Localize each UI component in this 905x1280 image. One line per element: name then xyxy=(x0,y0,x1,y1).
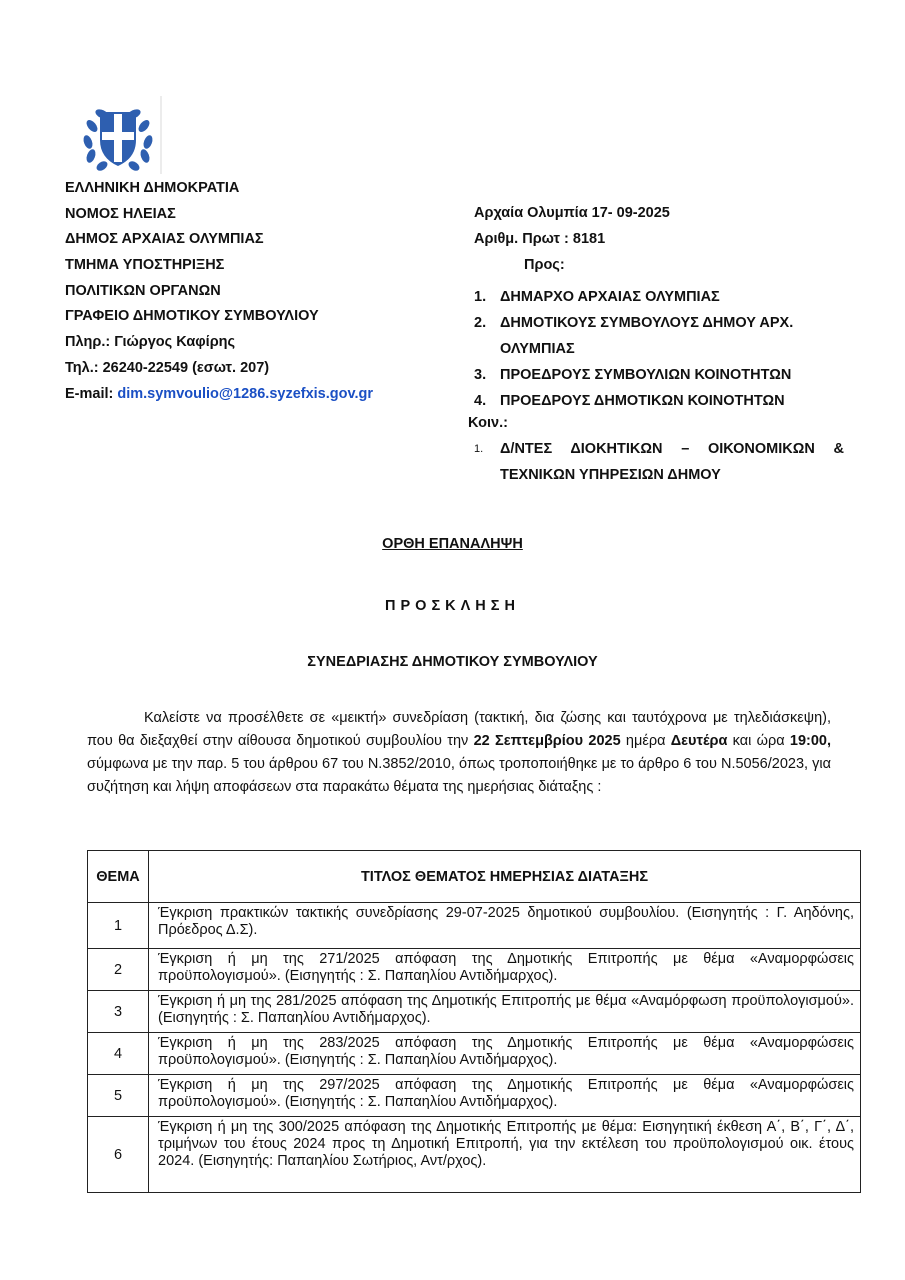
table-row xyxy=(88,949,861,991)
intro-text: Καλείστε να προσέλθετε σε «μεικτή» συνεδρίαση (τακτική, δια ζώσης και ταυτόχρονα με τηλεδιάσκεψη), που θα διεξαχθεί στην αίθουσα δημοτικού συμβουλίου την xyxy=(87,710,831,749)
item-number: 1. xyxy=(474,443,484,455)
list-item xyxy=(474,310,844,362)
country-line: ΕΛΛΗΝΙΚΗ ΔΗΜΟΚΡΑΤΙΑ xyxy=(65,180,240,196)
municipality-line: ΔΗΜΟΣ ΑΡΧΑΙΑΣ ΟΛΥΜΠΙΑΣ xyxy=(65,231,264,248)
topic-title: Έγκριση πρακτικών τακτικής συνεδρίασης 29-07-2025 δημοτικού συμβουλίου. (Εισηγητής : Γ. Αηδόνης, Πρόεδρος Δ.Σ). xyxy=(149,903,861,949)
table-row xyxy=(88,1117,861,1193)
cc-label: Κοιν.: xyxy=(468,415,508,431)
session-title: ΣΥΝΕΔΡΙΑΣΗΣ ΔΗΜΟΤΙΚΟΥ ΣΥΜΒΟΥΛΙΟΥ xyxy=(307,654,598,670)
protocol-number: Αριθμ. Πρωτ : 8181 xyxy=(474,231,606,247)
correction-title xyxy=(0,536,905,552)
topic-title: Έγκριση ή μη της 281/2025 απόφαση της Δημοτικής Επιτροπής με θέμα «Αναμόρφωση προϋπολογισμού». (Εισηγητής : Σ. Παπαηλίου Αντιδήμαρχος). xyxy=(149,991,861,1033)
item-number: 1. xyxy=(474,289,487,305)
table-row xyxy=(88,991,861,1033)
list-item xyxy=(474,388,844,414)
email-link[interactable]: dim.symvoulio@1286.syzefxis.gov.gr xyxy=(117,385,374,402)
phone-line: Τηλ.: 26240-22549 (εσωτ. 207) xyxy=(65,359,270,376)
intro-text: σύμφωνα με την παρ. 5 του άρθρου 67 του Ν.3852/2010, όπως τροποποιήθηκε με το άρθρο 6 του Ν.5056/2023, για συζήτηση και λήψη αποφάσεων στα παρακάτω θέματα της ημερήσιας διάταξης : xyxy=(87,756,831,795)
office-line: ΓΡΑΦΕΙΟ ΔΗΜΟΤΙΚΟΥ ΣΥΜΒΟΥΛΙΟΥ xyxy=(65,308,319,325)
department-line-2: ΠΟΛΙΤΙΚΩΝ ΟΡΓΑΝΩΝ xyxy=(65,282,221,299)
item-number: 4. xyxy=(474,393,487,409)
intro-paragraph xyxy=(87,707,831,799)
table-row xyxy=(88,1075,861,1117)
invitation-title: ΠΡΟΣΚΛΗΣΗ xyxy=(385,598,520,614)
sender-block xyxy=(65,176,465,407)
intro-text: και ώρα xyxy=(727,733,790,749)
item-number: 3. xyxy=(474,367,487,383)
topic-title: Έγκριση ή μη της 271/2025 απόφαση της Δημοτικής Επιτροπής με θέμα «Αναμορφώσεις προϋπολογισμού». (Εισηγητής : Σ. Παπαηλίου Αντιδήμαρχος). xyxy=(149,949,861,991)
list-item xyxy=(474,362,844,388)
topic-title: Έγκριση ή μη της 300/2025 απόφαση της Δημοτικής Επιτροπής με θέμα: Εισηγητική έκθεση Α΄, Β΄, Γ΄, Δ΄, τριμήνων του έτους 2024 προς τη Δημοτική Επιτροπή, για την εκτέλεση του προϋπολογισμού οικ. έτους 2024. (Εισηγητής: Παπαηλίου Σωτήριος, Αντ/ρχος). xyxy=(149,1117,861,1193)
meeting-day: Δευτέρα xyxy=(670,733,728,749)
to-label: Προς: xyxy=(524,257,565,273)
recipients-list xyxy=(474,284,844,414)
meeting-time: 19:00, xyxy=(789,733,832,749)
topic-title: Έγκριση ή μη της 283/2025 απόφαση της Δημοτικής Επιτροπής με θέμα «Αναμορφώσεις προϋπολογισμού». (Εισηγητής : Σ. Παπαηλίου Αντιδήμαρχος). xyxy=(149,1033,861,1075)
item-text: Δ/ΝΤΕΣ ΔΙΟΚΗΤΙΚΩΝ – ΟΙΚΟΝΟΜΙΚΩΝ & ΤΕΧΝΙΚΩΝ ΥΠΗΡΕΣΙΩΝ ΔΗΜΟΥ xyxy=(500,441,844,483)
list-item xyxy=(474,284,844,310)
table-row xyxy=(88,1033,861,1075)
email-line xyxy=(65,382,465,408)
column-header-title: ΤΙΤΛΟΣ ΘΕΜΑΤΟΣ ΗΜΕΡΗΣΙΑΣ ΔΙΑΤΑΞΗΣ xyxy=(149,851,861,903)
greek-coat-of-arms-icon xyxy=(78,96,162,174)
cc-item xyxy=(474,436,844,488)
department-line: ΤΜΗΜΑ ΥΠΟΣΤΗΡΙΞΗΣ xyxy=(65,257,225,274)
email-label: E-mail: xyxy=(65,385,118,402)
agenda-table xyxy=(87,850,861,1193)
topic-number: 6 xyxy=(88,1117,149,1193)
prefecture-line: ΝΟΜΟΣ ΗΛΕΙΑΣ xyxy=(65,205,176,222)
contact-person: Πληρ.: Γιώργος Καφίρης xyxy=(65,334,236,351)
topic-number: 1 xyxy=(88,903,149,949)
item-text: ΔΗΜΑΡΧΟ ΑΡΧΑΙΑΣ ΟΛΥΜΠΙΑΣ xyxy=(500,289,720,305)
intro-text: ημέρα xyxy=(620,733,671,749)
meeting-date: 22 Σεπτεμβρίου 2025 xyxy=(473,733,621,749)
table-header-row xyxy=(88,851,861,903)
table-row xyxy=(88,903,861,949)
topic-number: 4 xyxy=(88,1033,149,1075)
topic-number: 5 xyxy=(88,1075,149,1117)
item-text: ΔΗΜΟΤΙΚΟΥΣ ΣΥΜΒΟΥΛΟΥΣ ΔΗΜΟΥ ΑΡΧ. ΟΛΥΜΠΙΑΣ xyxy=(500,315,794,357)
item-text: ΠΡΟΕΔΡΟΥΣ ΣΥΜΒΟΥΛΙΩΝ ΚΟΙΝΟΤΗΤΩΝ xyxy=(500,367,792,383)
document-date: Αρχαία Ολυμπία 17- 09-2025 xyxy=(474,205,670,221)
column-header-number: ΘΕΜΑ xyxy=(88,851,149,903)
topic-number: 3 xyxy=(88,991,149,1033)
correction-title-text: ΟΡΘΗ ΕΠΑΝΑΛΗΨΗ xyxy=(382,536,523,552)
document-meta xyxy=(474,200,854,278)
topic-number: 2 xyxy=(88,949,149,991)
item-text: ΠΡΟΕΔΡΟΥΣ ΔΗΜΟΤΙΚΩΝ ΚΟΙΝΟΤΗΤΩΝ xyxy=(500,393,785,409)
topic-title: Έγκριση ή μη της 297/2025 απόφαση της Δημοτικής Επιτροπής με θέμα «Αναμορφώσεις προϋπολογισμού». (Εισηγητής : Σ. Παπαηλίου Αντιδήμαρχος). xyxy=(149,1075,861,1117)
item-number: 2. xyxy=(474,315,487,331)
